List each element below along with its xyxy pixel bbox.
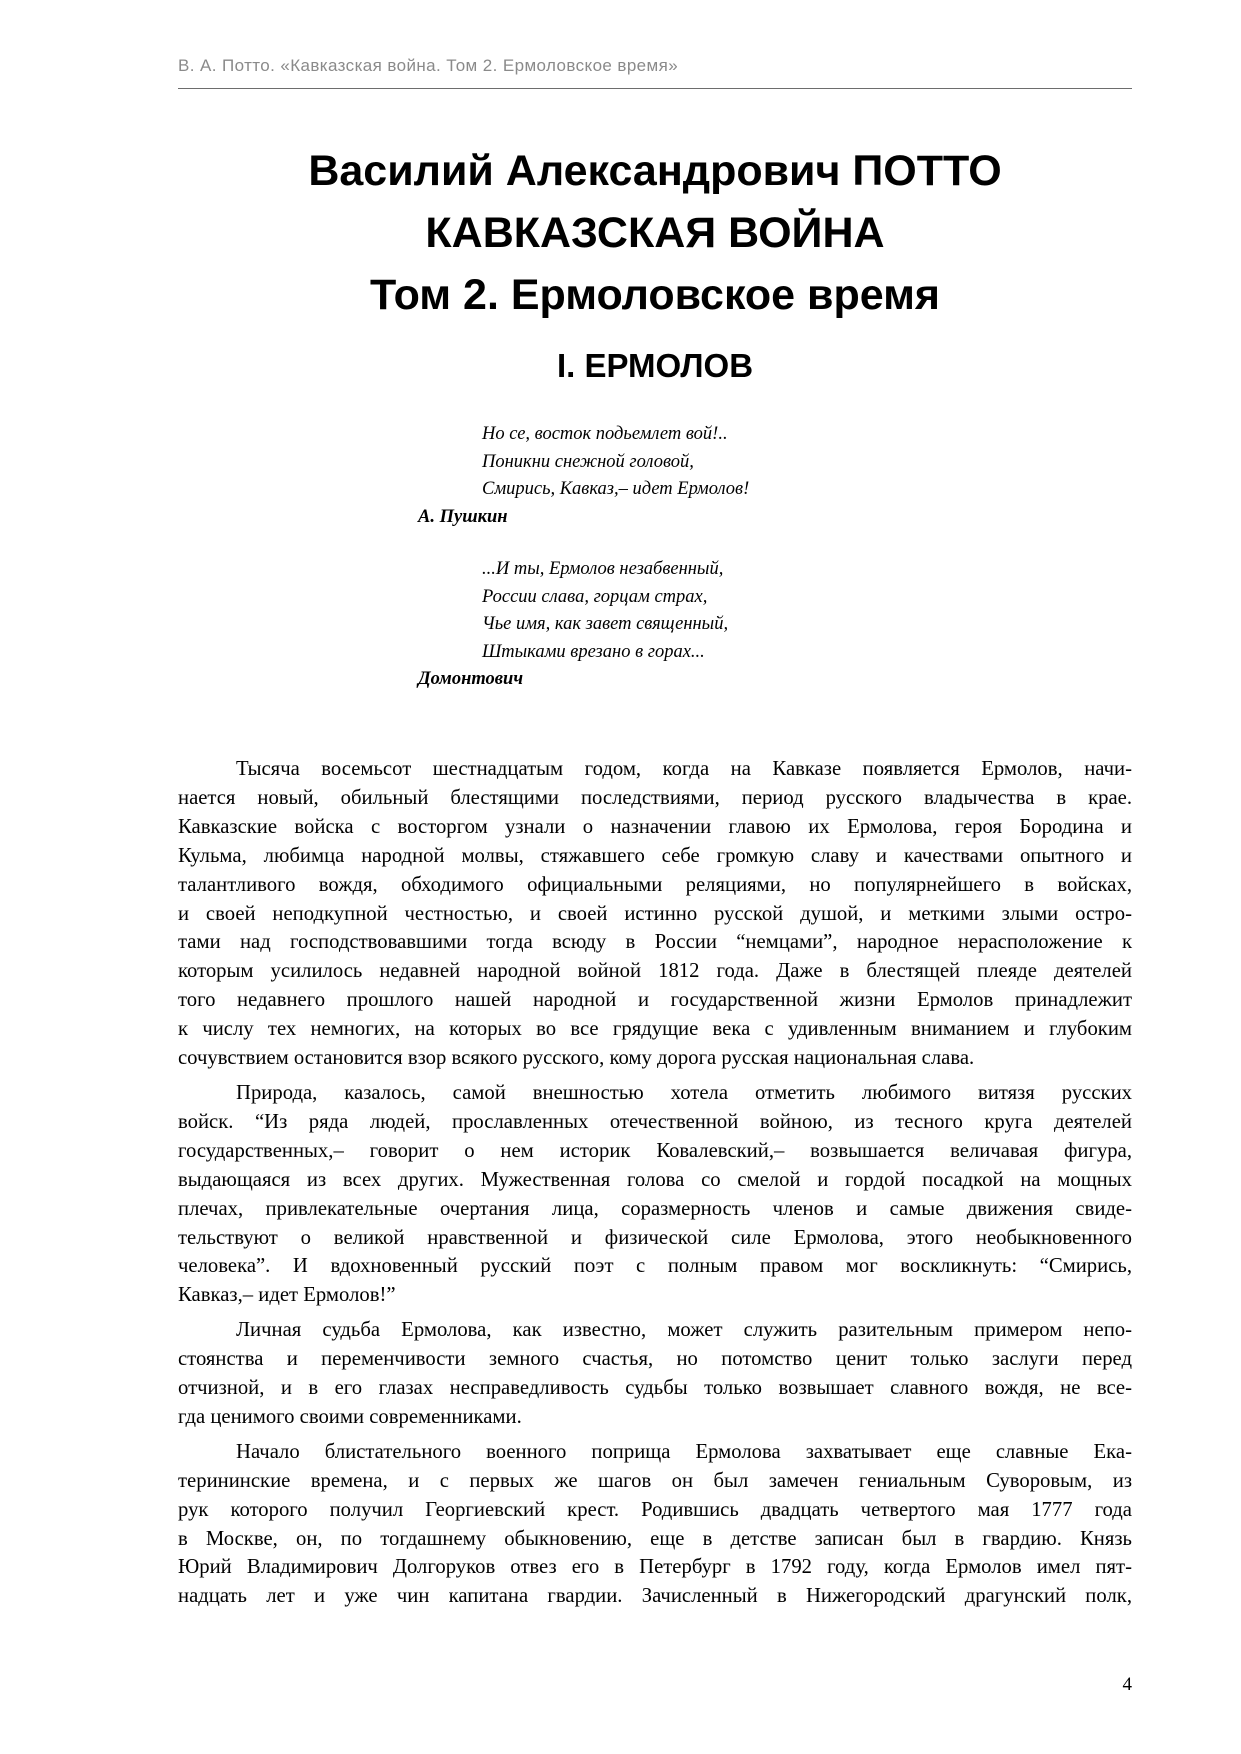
text-line: войск. “Из ряда людей, прославленных отечественной войною, из тесного круга деятелей [178, 1110, 1132, 1133]
text-line: выдающаяся из всех других. Мужественная голова со смелой и гордой посадкой на мощных [178, 1168, 1132, 1191]
title-author: Василий Александрович ПОТТО [308, 147, 1002, 195]
text-line: человека”. И вдохновенный русский поэт с полным правом мог воскликнуть: “Смирись, [178, 1255, 1132, 1278]
text-line: Кавказ,– идет Ермолов!” [178, 1284, 396, 1307]
text-line: и своей неподкупной честностью, и своей истинно русской душой, и меткими злыми остро- [178, 902, 1132, 925]
text-line: Юрий Владимирович Долгоруков отвез его в Петербург в 1792 году, когда Ермолов имел пят- [178, 1556, 1132, 1579]
epigraph-line: Чье имя, как завет священный, [482, 614, 729, 634]
paragraph-1 [178, 755, 1132, 1073]
text-line: Начало блистательного военного поприща Ермолова захватывает еще славные Ека- [236, 1440, 1132, 1463]
text-line: Кавказские войска с восторгом узнали о назначении главою их Ермолова, героя Бородина и [178, 815, 1132, 838]
text-line: сочувствием остановится взор всякого русского, кому дорога русская национальная слава. [178, 1047, 975, 1070]
epigraph-line: ...И ты, Ермолов незабвенный, [482, 559, 724, 579]
body-text [178, 755, 1132, 1617]
text-line: отчизной, и в его глазах несправедливость судьбы только возвышает славного вождя, не все- [178, 1377, 1132, 1400]
text-line: гда ценимого своими современниками. [178, 1405, 522, 1428]
epigraph-author: А. Пушкин [418, 506, 508, 527]
text-line: в Москве, он, по тогдашнему обыкновению, еще в детстве записан был в гвардию. Князь [178, 1527, 1132, 1550]
text-line: Кульма, любимца народной молвы, стяжавшего себе громкую славу и качествами опытного и [178, 844, 1132, 867]
epigraph-line: России слава, горцам страх, [482, 586, 708, 607]
text-line: Тысяча восемьсот шестнадцатым годом, когда на Кавказе появляется Ермолов, начи- [236, 758, 1132, 780]
epigraph-line: Штыками врезано в горах... [482, 641, 705, 662]
running-header: В. А. Потто. «Кавказская война. Том 2. Ермоловское время» [178, 56, 679, 75]
title-work: КАВКАЗСКАЯ ВОЙНА [425, 209, 885, 257]
text-line: рук которого получил Георгиевский крест. Родившись двадцать четвертого мая 1777 года [178, 1498, 1132, 1521]
book-title [178, 140, 1132, 326]
epigraph-author: Домонтович [418, 669, 524, 689]
epigraph-pushkin [418, 421, 978, 531]
text-line: надцать лет и уже чин капитана гвардии. Зачисленный в Нижегородский драгунский полк, [178, 1585, 1132, 1608]
text-line: тельствуют о великой нравственной и физической силе Ермолова, этого необыкновенного [178, 1226, 1132, 1249]
paragraph-2 [178, 1079, 1132, 1310]
text-line: Природа, казалось, самой внешностью хотела отметить любимого витязя русских [236, 1081, 1132, 1104]
text-line: государственных,– говорит о нем историк Ковалевский,– возвышается величавая фигура, [178, 1139, 1132, 1162]
text-line: нается новый, обильный блестящими последствиями, период русского владычества в крае. [178, 786, 1132, 809]
page-number: 4 [1122, 1674, 1132, 1695]
text-line: к числу тех немногих, на которых во все грядущие века с удивленным вниманием и глубоким [178, 1018, 1132, 1041]
title-volume: Том 2. Ермоловское время [370, 271, 940, 319]
text-line: которым усилилось недавней народной войной 1812 года. Даже в блестящей плеяде деятелей [178, 960, 1132, 983]
text-line: терининские времена, и с первых же шагов он был замечен гениальным Суворовым, из [178, 1469, 1132, 1492]
epigraph-line: Поникни снежной головой, [482, 451, 694, 472]
chapter-title: I. ЕРМОЛОВ [556, 347, 754, 384]
paragraph-3 [178, 1316, 1132, 1432]
text-line: того недавнего прошлого нашей народной и государственной жизни Ермолов принадлежит [178, 989, 1132, 1012]
text-line: Личная судьба Ермолова, как известно, может служить разительным примером непо- [236, 1319, 1132, 1342]
text-line: плечах, привлекательные очертания лица, соразмерность членов и самые движения свиде- [178, 1197, 1132, 1220]
header-rule [178, 88, 1132, 89]
epigraph-line: Но се, восток подьемлет вой!.. [482, 424, 728, 444]
text-line: талантливого вождя, обходимого официальными реляциями, но популярнейшего в войсках, [178, 873, 1132, 896]
epigraph-line: Смирись, Кавказ,– идет Ермолов! [482, 479, 750, 499]
text-line: стоянства и переменчивости земного счастья, но потомство ценит только заслуги перед [178, 1348, 1132, 1371]
text-line: тами над господствовавшими тогда всюду в России “немцами”, народное нерасположение к [178, 931, 1132, 954]
epigraph-domontovich [418, 556, 978, 694]
paragraph-4 [178, 1438, 1132, 1611]
